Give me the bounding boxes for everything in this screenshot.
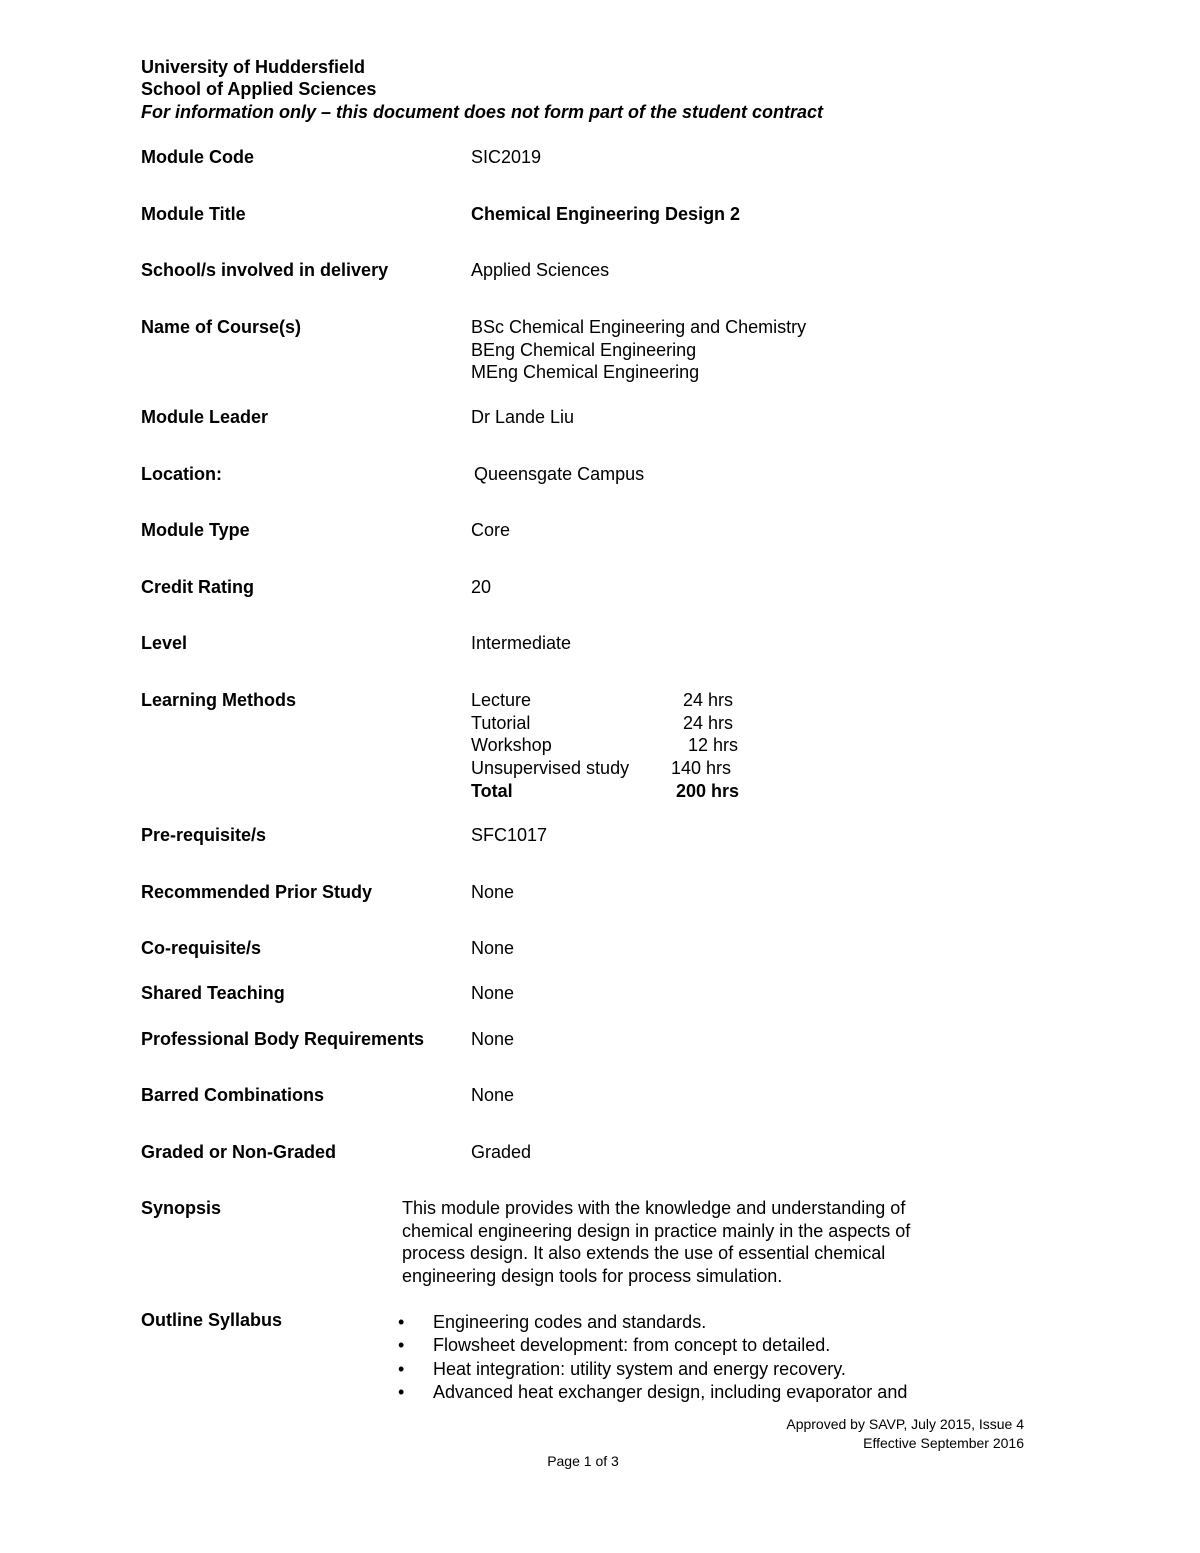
learning-method-total-name: Total — [471, 780, 513, 801]
credit-rating-label: Credit Rating — [141, 577, 255, 597]
schools-label: School/s involved in delivery — [141, 260, 389, 280]
module-leader-value: Dr Lande Liu — [471, 407, 575, 427]
synopsis-label: Synopsis — [141, 1198, 222, 1218]
syllabus-item-text: Engineering codes and standards. — [433, 1312, 707, 1332]
bullet-icon: • — [398, 1335, 405, 1356]
barred-combinations-value: None — [471, 1085, 515, 1105]
outline-syllabus-label: Outline Syllabus — [141, 1310, 283, 1330]
learning-method-hours: 24 hrs — [682, 712, 733, 733]
corequisites-value: None — [471, 938, 515, 958]
barred-combinations-label: Barred Combinations — [141, 1085, 325, 1105]
learning-method-hours: 140 hrs — [670, 758, 731, 779]
learning-method-row — [471, 689, 771, 712]
professional-body-value: None — [471, 1029, 515, 1049]
course-item: MEng Chemical Engineering — [471, 362, 700, 383]
learning-method-name: Workshop — [471, 735, 552, 756]
schools-value: Applied Sciences — [471, 260, 610, 280]
learning-method-name: Unsupervised study — [471, 758, 630, 779]
synopsis-line: process design. It also extends the use of essential chemical — [402, 1243, 886, 1264]
outline-syllabus-list — [398, 1311, 998, 1404]
learning-method-name: Lecture — [471, 690, 532, 710]
list-item — [398, 1381, 998, 1404]
footer-approved: Approved by SAVP, July 2015, Issue 4 — [786, 1416, 1024, 1432]
module-code-label: Module Code — [141, 147, 254, 167]
location-value: Queensgate Campus — [474, 464, 645, 484]
list-item — [398, 1311, 998, 1334]
footer-effective: Effective September 2016 — [863, 1435, 1024, 1451]
learning-methods-label: Learning Methods — [141, 690, 297, 710]
graded-label: Graded or Non-Graded — [141, 1142, 337, 1162]
disclaimer: For information only – this document does not form part of the student contract — [141, 102, 824, 122]
module-leader-label: Module Leader — [141, 407, 269, 427]
page-number: Page 1 of 3 — [547, 1453, 619, 1469]
synopsis-text — [402, 1197, 982, 1288]
learning-method-total-hours: 200 hrs — [675, 780, 739, 801]
corequisites-label: Co-requisite/s — [141, 938, 262, 958]
bullet-icon: • — [398, 1312, 405, 1332]
learning-method-hours: 24 hrs — [682, 690, 733, 710]
module-type-value: Core — [471, 520, 511, 540]
learning-method-row — [471, 734, 771, 757]
shared-teaching-label: Shared Teaching — [141, 983, 285, 1003]
learning-methods-table — [471, 689, 771, 802]
learning-method-row — [471, 757, 771, 780]
synopsis-line: chemical engineering design in practice mainly in the aspects of — [402, 1220, 911, 1241]
bullet-icon: • — [398, 1381, 405, 1402]
shared-teaching-value: None — [471, 983, 515, 1003]
prerequisites-label: Pre-requisite/s — [141, 825, 267, 845]
prerequisites-value: SFC1017 — [471, 825, 548, 845]
credit-rating-value: 20 — [471, 577, 492, 597]
location-label: Location: — [141, 464, 222, 484]
list-item — [398, 1334, 998, 1357]
list-item — [398, 1358, 998, 1381]
module-title-value: Chemical Engineering Design 2 — [471, 204, 741, 224]
university-name: University of Huddersfield — [141, 57, 366, 77]
courses-label: Name of Course(s) — [141, 317, 302, 337]
syllabus-item-text: Heat integration: utility system and energy recovery. — [433, 1358, 846, 1379]
learning-method-row — [471, 712, 771, 735]
graded-value: Graded — [471, 1142, 532, 1162]
recommended-prior-value: None — [471, 882, 515, 902]
course-item: BSc Chemical Engineering and Chemistry — [471, 317, 807, 337]
learning-method-name: Tutorial — [471, 712, 531, 733]
synopsis-line: engineering design tools for process simulation. — [402, 1266, 783, 1287]
module-title-label: Module Title — [141, 204, 246, 224]
level-label: Level — [141, 633, 188, 653]
module-code-value: SIC2019 — [471, 147, 542, 167]
recommended-prior-label: Recommended Prior Study — [141, 882, 373, 902]
module-type-label: Module Type — [141, 520, 250, 540]
course-item: BEng Chemical Engineering — [471, 339, 697, 360]
syllabus-item-text: Flowsheet development: from concept to detailed. — [433, 1335, 831, 1356]
school-name: School of Applied Sciences — [141, 79, 377, 99]
syllabus-item-text: Advanced heat exchanger design, including evaporator and — [433, 1381, 908, 1402]
learning-method-total-row — [471, 780, 771, 803]
bullet-icon: • — [398, 1358, 405, 1379]
professional-body-label: Professional Body Requirements — [141, 1029, 425, 1049]
courses-list — [471, 316, 806, 384]
learning-method-hours: 12 hrs — [687, 735, 738, 756]
level-value: Intermediate — [471, 633, 572, 653]
synopsis-line: This module provides with the knowledge and understanding of — [402, 1198, 906, 1218]
